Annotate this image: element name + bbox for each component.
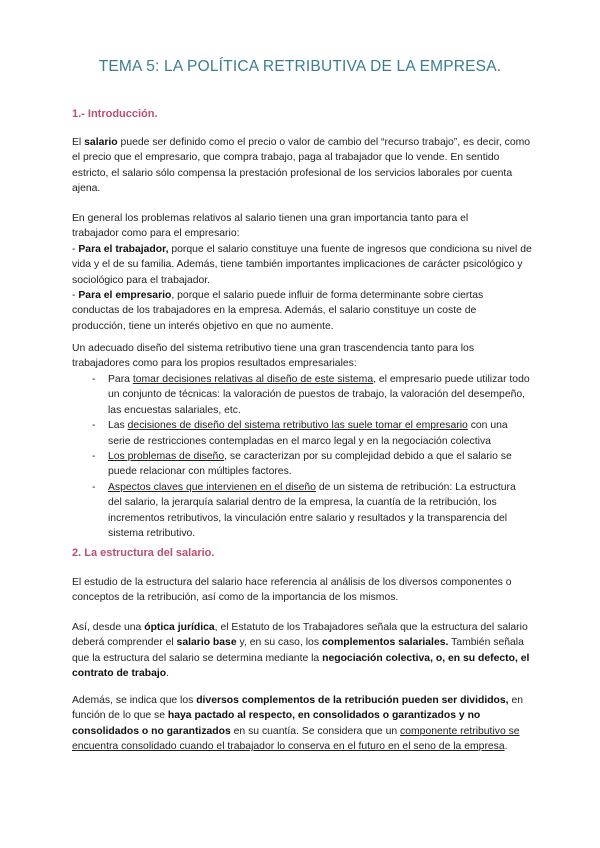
underlined-text: Los problemas de diseño — [108, 451, 225, 463]
section-heading-introduccion: 1.- Introducción. — [72, 108, 158, 120]
paragraph-salario-definicion — [72, 135, 532, 197]
underlined-text: componente retributivo se encuentra consolidado cuando el trabajador lo conserva en el futuro en el seno de la empresa — [72, 725, 520, 753]
bold-term-empresario: Para el empresario — [78, 290, 172, 302]
bullet-list — [92, 372, 532, 541]
paragraph-optica-juridica — [72, 620, 532, 682]
list-item — [92, 449, 532, 480]
text-run: con una serie de restricciones contempladas en el marco legal y en la negociación colectiva — [108, 420, 508, 447]
bullet-dash: - — [92, 451, 96, 463]
text-run: y, en su caso, los — [236, 637, 322, 649]
bullet-dash: - — [92, 420, 96, 432]
paragraph-estudio-estructura: El estudio de la estructura del salario hace referencia al análisis de los diversos componentes o conceptos de la retribución, así como de la importancia de los mismos. — [72, 577, 512, 604]
bold-term: óptica jurídica — [144, 622, 215, 633]
paragraph-diseno-sistema: Un adecuado diseño del sistema retributivo tiene una gran trascendencia tanto para los trabajadores como para los propios resultados empresariales: — [72, 343, 475, 370]
text-run: . — [504, 741, 508, 753]
list-item — [92, 372, 532, 418]
bold-term: diversos complementos de la retribución pueden ser divididos, — [196, 695, 509, 706]
bullet-dash: - — [92, 374, 96, 385]
bold-term: haya pactado al respecto, en consolidados o garantizados y no consolidados o no garantizados — [72, 710, 481, 737]
text-run: puede ser definido como el precio o valor de cambio del “recurso trabajo”, es decir, como el precio que el empresario, que compra trabajo, paga al trabajador que lo vende. En sentido estricto, el salario sólo compensa la prestación profesional de los servicios laborales por cuenta ajena. — [72, 137, 531, 195]
underlined-text: Aspectos claves que intervienen en el diseño — [108, 481, 316, 493]
text-run: , el empresario puede utilizar todo un conjunto de técnicas: la valoración de puestos de trabajo, la valoración del desempeño, las encuestas salariales, etc. — [108, 374, 530, 416]
text-run: También señala que la estructura del salario se determina mediante la — [72, 637, 524, 664]
section-heading-estructura-salario: 2. La estructura del salario. — [72, 547, 215, 559]
text-run: de un sistema de retribución: La estructura del salario, la jerarquía salarial dentro de la empresa, la cuantía de la retribución, los incrementos retributivos, la vinculación entre salario y resultados y la transparencia del sistema retributivo. — [108, 481, 516, 540]
underlined-text: tomar decisiones relativas al diseño de este sistema — [132, 374, 374, 385]
text-run: , se caracterizan por su complejidad debido a que el salario se puede relacionar con múltiples factores. — [108, 451, 512, 478]
text-run: Así, desde una — [72, 622, 145, 633]
text-run: - — [72, 243, 79, 255]
bold-term-trabajador: Para el trabajador, — [78, 243, 169, 255]
list-item — [92, 480, 532, 542]
bold-term: complementos salariales. — [321, 637, 449, 649]
bold-term: salario base — [176, 637, 237, 649]
text-run: en su cuantía. Se considera que un — [230, 725, 401, 737]
underlined-text: decisiones de diseño del sistema retributivo las suele tomar el empresario — [127, 420, 468, 432]
bullet-dash: - — [92, 481, 96, 493]
text-run: - — [72, 290, 79, 302]
text-run: El — [72, 137, 85, 148]
text-run: En general los problemas relativos al salario tienen una gran importancia tanto para el trabajador como para el empresario: — [72, 213, 469, 240]
text-run: en función de lo que se — [72, 695, 524, 722]
list-item — [92, 418, 532, 449]
paragraph-problemas-salario — [72, 211, 532, 334]
text-run: Además, se indica que los — [72, 695, 197, 706]
text-run: porque el salario constituye una fuente de ingresos que condiciona su nivel de vida y el de su familia. Además, tiene también importantes implicaciones de carácter psicológico y sociológico para el trabajador. — [72, 243, 532, 286]
bold-term-salario: salario — [84, 137, 118, 148]
page-title: TEMA 5: LA POLÍTICA RETRIBUTIVA DE LA EMPRESA. — [98, 58, 502, 75]
text-run: , el Estatuto de los Trabajadores señala que la estructura del salario deberá comprender el — [72, 622, 528, 649]
text-run: , porque el salario puede influir de forma determinante sobre ciertas conductas de los trabajadores en la empresa. Además, el salario constituye un coste de producción, tiene un interés objetivo en que no aumente. — [72, 290, 484, 332]
text-run: . — [166, 668, 169, 680]
text-run: Para — [108, 374, 133, 385]
text-run: Las — [108, 420, 128, 432]
bold-term: negociación colectiva, o, en su defecto, el contrato de trabajo — [72, 652, 530, 680]
paragraph-complementos — [72, 693, 532, 755]
